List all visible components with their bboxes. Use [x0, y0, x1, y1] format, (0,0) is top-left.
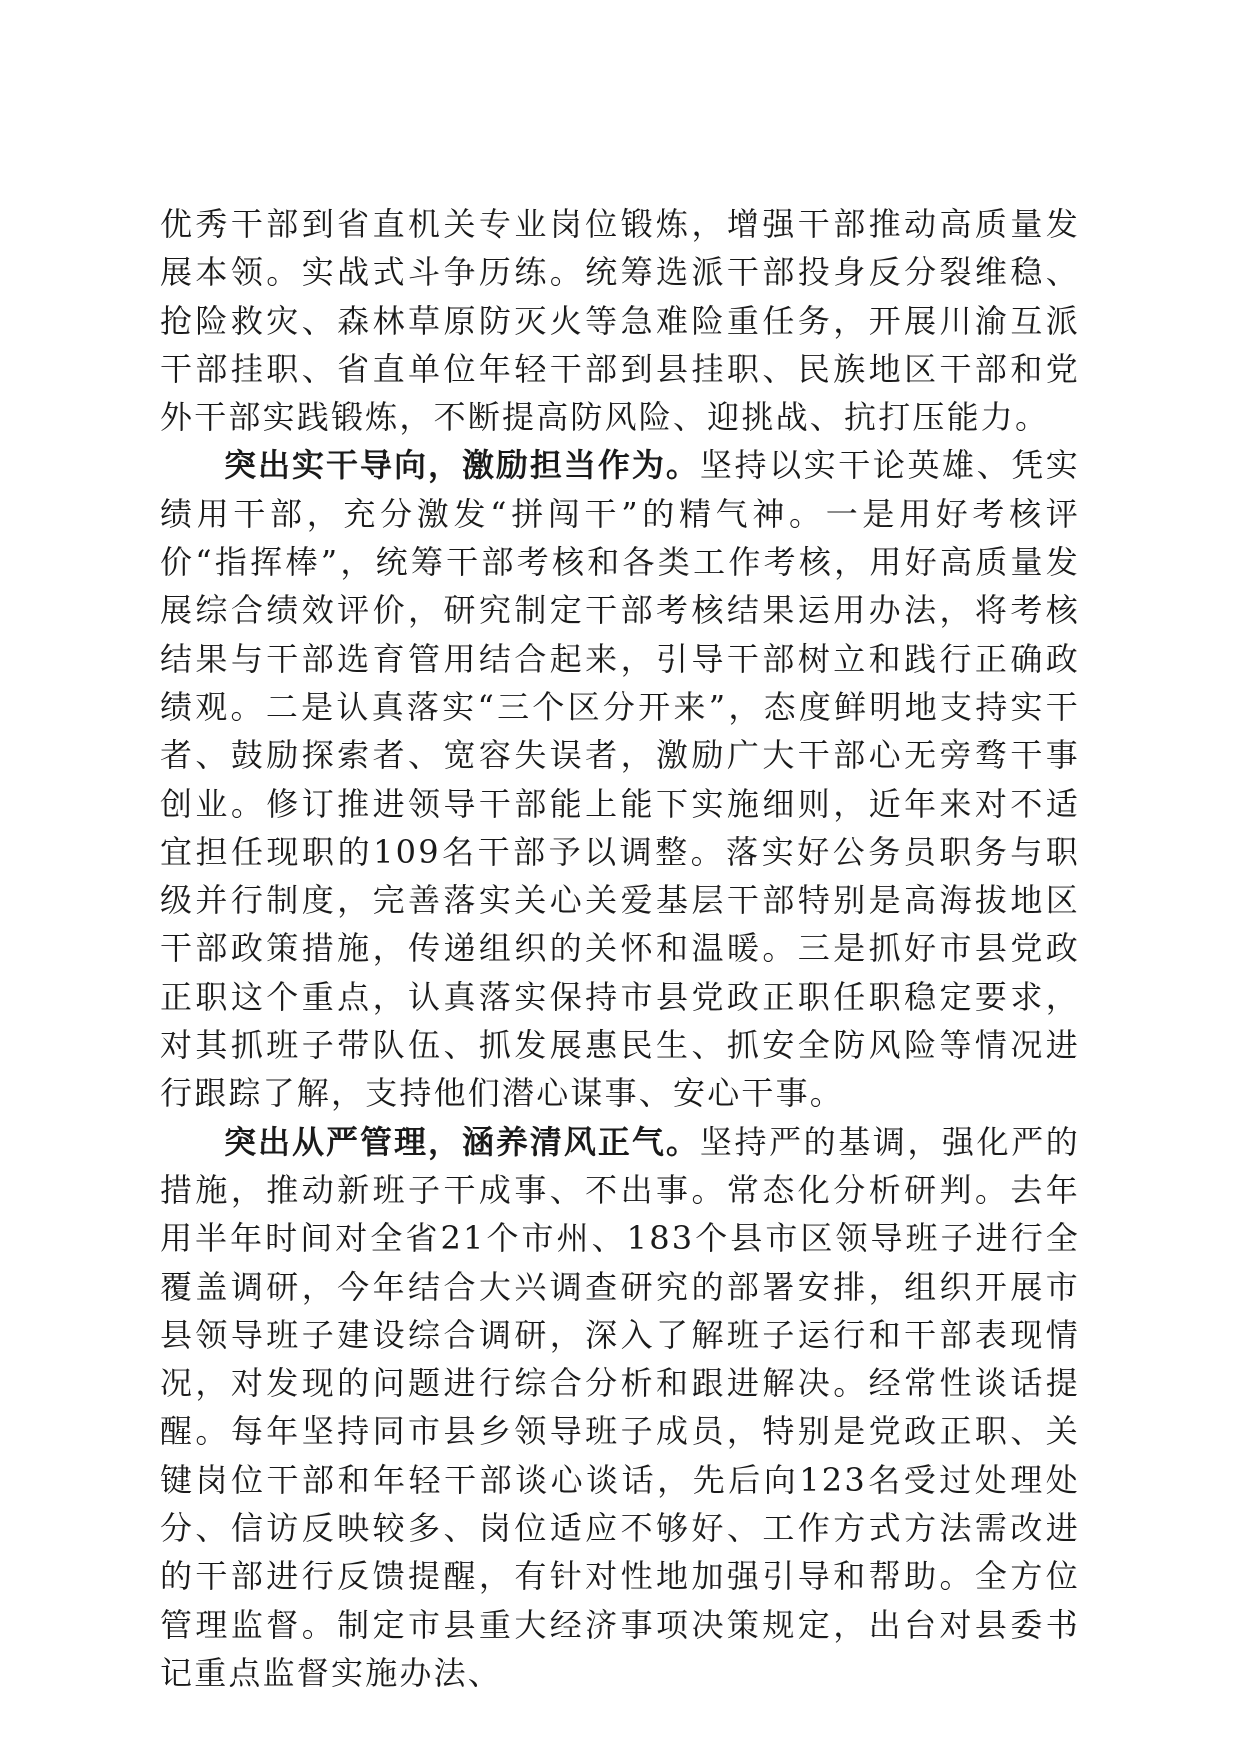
- paragraph-performance-orientation: [160, 441, 1080, 1117]
- paragraph-strict-management: [160, 1118, 1080, 1698]
- document-body: [160, 200, 1080, 1697]
- paragraph-text: 坚持严的基调，强化严的措施，推动新班子干成事、不出事。常态化分析研判。去年用半年时间对全省21个市州、183个县市区领导班子进行全覆盖调研，今年结合大兴调查研究的部署安排，组织开展市县领导班子建设综合调研，深入了解班子运行和干部表现情况，对发现的问题进行综合分析和跟进解决。经常性谈话提醒。每年坚持同市县乡领导班子成员，特别是党政正职、关键岗位干部和年轻干部谈心谈话，先后向123名受过处理处分、信访反映较多、岗位适应不够好、工作方式方法需改进的干部进行反馈提醒，有针对性地加强引导和帮助。全方位管理监督。制定市县重大经济事项决策规定，出台对县委书记重点监督实施办法、: [160, 1122, 1081, 1692]
- paragraph-heading: 突出从严管理，涵养清风正气。: [224, 1122, 700, 1161]
- paragraph-continuation: [160, 200, 1080, 441]
- paragraph-heading: 突出实干导向，激励担当作为。: [224, 446, 700, 485]
- paragraph-text: 优秀干部到省直机关专业岗位锻炼，增强干部推动高质量发展本领。实战式斗争历练。统筹选派干部投身反分裂维稳、抢险救灾、森林草原防灭火等急难险重任务，开展川渝互派干部挂职、省直单位年轻干部到县挂职、民族地区干部和党外干部实践锻炼，不断提高防风险、迎挑战、抗打压能力。: [160, 205, 1080, 437]
- paragraph-text: 坚持以实干论英雄、凭实绩用干部，充分激发“拼闯干”的精气神。一是用好考核评价“指挥棒”，统筹干部考核和各类工作考核，用好高质量发展综合绩效评价，研究制定干部考核结果运用办法，将考核结果与干部选育管用结合起来，引导干部树立和践行正确政绩观。二是认真落实“三个区分开来”，态度鲜明地支持实干者、鼓励探索者、宽容失误者，激励广大干部心无旁骛干事创业。修订推进领导干部能上能下实施细则，近年来对不适宜担任现职的109名干部予以调整。落实好公务员职务与职级并行制度，完善落实关心关爱基层干部特别是高海拔地区干部政策措施，传递组织的关怀和温暖。三是抓好市县党政正职这个重点，认真落实保持市县党政正职任职稳定要求，对其抓班子带队伍、抓发展惠民生、抓安全防风险等情况进行跟踪了解，支持他们潜心谋事、安心干事。: [160, 446, 1081, 1113]
